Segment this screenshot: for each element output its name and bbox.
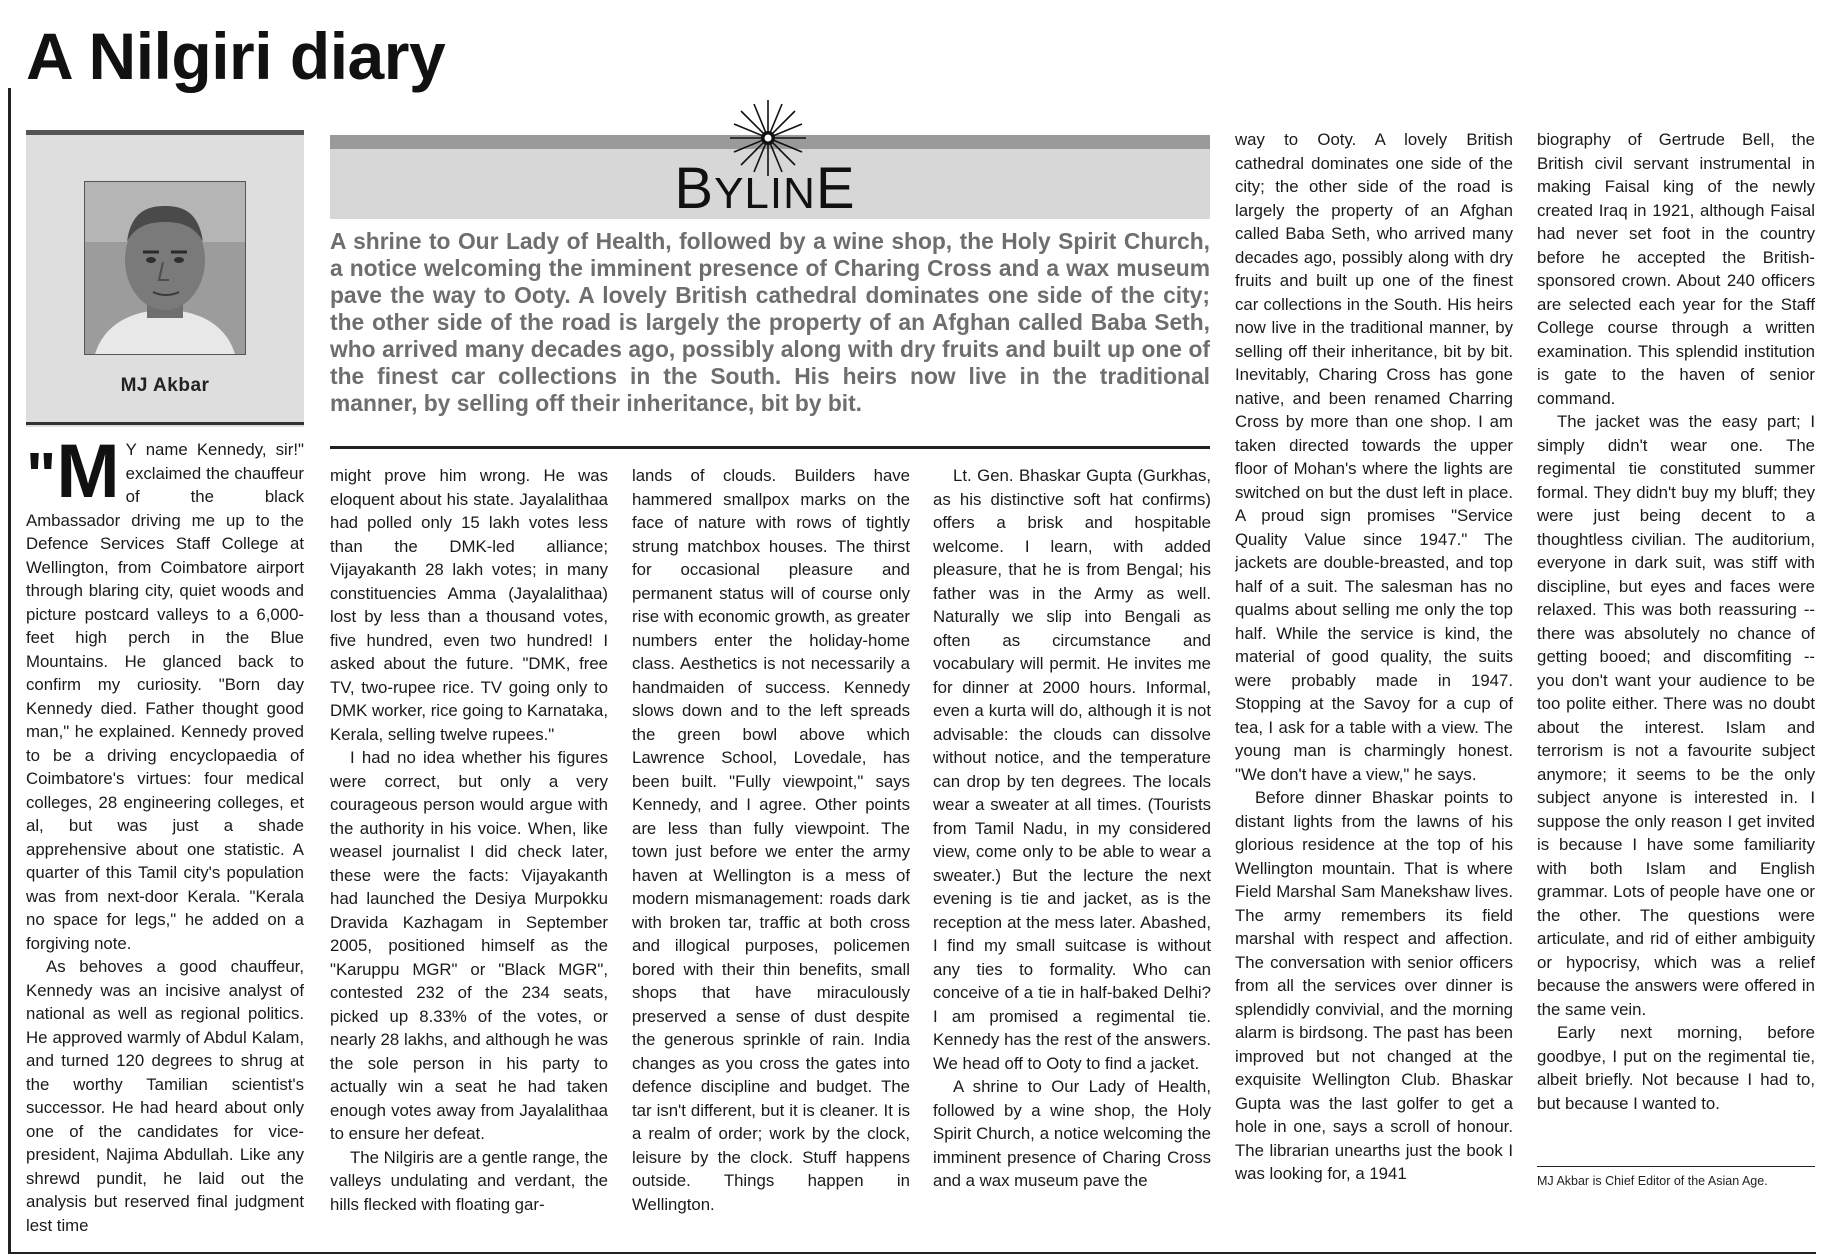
paragraph: way to Ooty. A lovely British cathedral dominates one side of the city; the other side of the road is largely the property of an Afghan called Baba Seth, who arrived many decades ago, possibly along with dry fruits and built up one of the finest car collections in the South. His heirs now live in the traditional manner, by selling off their inheritance, bit by bit. Inevitably, Charing Cross has gone native, and been renamed Charring Cross by more than one shop. I am taken directed towards the upper floor of Mohan's where the lights are switched on but the dust left in place. A proud sign promises "Service Quality Value since 1947." The jackets are double-breasted, and top half of a suit. The salesman has no qualms about selling me only the top half. While the service is kind, the material of good quality, the suits were probably made in 1947. Stopping at the Savoy for a cup of tea, I ask for a table with a view. The young man is charmingly honest. "We don't have a view," he says. [1235,130,1513,784]
author-box-rule [26,422,304,425]
article-column-5 [1235,128,1513,1254]
left-border-rule [8,88,11,1254]
bottom-border-rule [8,1252,1816,1254]
drop-cap [26,438,120,514]
article-column-2 [330,464,608,1254]
pull-quote: A shrine to Our Lady of Health, followed by a wine shop, the Holy Spirit Church, a notice welcoming the imminent presence of Charing Cross and a wax museum pave the way to Ooty. A lovely British cathedral dominates one side of the city; the other side of the road is largely the property of an Afghan called Baba Seth, who arrived many decades ago, possibly along with dry fruits and built up one of the finest car collections in the South. His heirs now live in the traditional manner, by selling off their inheritance, bit by bit. [330,228,1210,416]
byline-logo-last: E [815,156,856,221]
byline-logo [640,155,890,222]
author-name: MJ Akbar [120,375,210,396]
paragraph: might prove him wrong. He was eloquent about his state. Jayalalithaa had polled only 15 lakh votes less than the DMK-led alliance; Vijayakanth 28 lakh votes; in many constituencies Amma (Jayalalithaa) lost by less than a thousand votes, five hundred, even two hundred! I asked about the future. "DMK, free TV, two-rupee rice. TV going only to DMK worker, rice going to Karnataka, Kerala, selling twelve rupees." [330,466,608,744]
paragraph: lands of clouds. Builders have hammered smallpox marks on the face of nature with rows of tightly strung matchbox houses. The thirst for occasional pleasure and permanent status will of course only rise with economic growth, as greater numbers enter the holiday-home class. Aesthetics is not necessarily a handmaiden of success. Kennedy slows down and to the left spreads the green bowl above which Lawrence School, Lovedale, has been built. "Fully viewpoint," says Kennedy, and I agree. Other points are less than fully viewpoint. The town just before we enter the army haven at Wellington is a mess of modern mismanagement: roads dark with broken tar, traffic at both cross and illogical purposes, policemen bored with their thin benefits, small shops that have miraculously preserved a sense of dust despite the generous sprinkle of rain. India changes as you cross the gates into defence discipline and budget. The tar isn't different, but it is cleaner. It is a realm of order; work by the clock, leisure by the clock. Stuff happens outside. Things happen in Wellington. [632,466,910,1214]
article-headline: A Nilgiri diary [26,19,446,93]
paragraph: I had no idea whether his figures were correct, but only a very courageous person would argue with the authority in his voice. When, like weasel journalist I did check later, these were the facts: Vijayakanth had launched the Desiya Murpokku Dravida Kazhagam in September 2005, positioned himself as the "Karuppu MGR" or "Black MGR", contested 232 of the 234 seats, picked up 8.33% of the votes, or nearly 28 lakhs, and although he was the sole person in his party to actually win a seat he had taken enough votes away from Jayalalithaa to ensure her defeat. [330,748,608,1143]
paragraph: Before dinner Bhaskar points to distant lights from the lawns of his glorious residence at the top of his Wellington mountain. That is where Field Marshal Sam Manekshaw lives. The army remembers its field marshal with respect and affection. The conversation with senior officers from all the services over dinner is splendidly convivial, and the morning alarm is birdsong. The past has been improved but not changed at the exquisite Wellington Club. Bhaskar Gupta was the last golfer to get a hole in one, says a scroll of honour. The librarian unearths just the book I was looking for, a 1941 [1235,788,1513,1183]
article-column-1 [26,438,304,1250]
paragraph: Early next morning, before goodbye, I put on the regimental tie, albeit briefly. Not because I had to, but because I wanted to. [1537,1023,1815,1113]
drop-cap-letter: M [56,438,120,514]
author-box [26,130,304,427]
article-column-6 [1537,128,1815,1162]
paragraph: The Nilgiris are a gentle range, the valleys undulating and verdant, the hills flecked with floating gar- [330,1147,608,1214]
footnote-rule [1537,1166,1815,1167]
byline-logo-middle: YLIN [714,169,816,218]
drop-cap-quote: " [26,439,57,511]
paragraph: A shrine to Our Lady of Health, followed by a wine shop, the Holy Spirit Church, a notice welcoming the imminent presence of Charing Cross and a wax museum pave the [933,1077,1211,1190]
paragraph: As behoves a good chauffeur, Kennedy was an incisive analyst of national as well as regional politics. He approved warmly of Abdul Kalam, and turned 120 degrees to shrug at the worthy Tamilian scientist's successor. He had heard about only one of the candidates for vice-president, Najima Abdullah. Like any shrewd pundit, he laid out the analysis but reserved final judgment lest time [26,957,304,1235]
paragraph: The jacket was the easy part; I simply didn't wear one. The regimental tie constituted summer formal. They didn't buy my bluff; they were just being decent to a thoughtless civilian. The auditorium, everyone in dark suit, was stiff with discipline, but eyes and faces were relaxed. This was both reassuring -- there was absolutely no chance of getting booed; and discomfiting -- you don't want your audience to be too polite either. There was no doubt about the interest. Islam and terrorism is not a favourite subject anymore; it seems to be the only subject anyone is interested in. I suppose the only reason I get invited is because I have some familiarity with both Islam and English grammar. Lots of people have one or the other. The questions were articulate, and rid of either ambiguity or hypocrisy, which was a relief because the answers were offered in the same vein. [1537,412,1815,1019]
pull-quote-rule [330,446,1210,449]
author-footnote: MJ Akbar is Chief Editor of the Asian Age. [1537,1174,1768,1188]
article-column-3 [632,464,910,1254]
paragraph: Y name Kennedy, sir!" exclaimed the chauffeur of the black Ambassador driving me up to the Defence Services Staff College at Wellington, from Coimbatore airport through blaring city, quiet woods and picture postcard valleys to a 6,000-feet high perch in the Blue Mountains. He glanced back to confirm my curiosity. "Born day Kennedy died. Father thought good man," he explained. Kennedy proved to be a driving encyclopaedia of Coimbatore's virtues: four medical colleges, 28 engineering colleges, et al, but was just a shade apprehensive about one statistic. A quarter of this Tamil city's population was from next-door Kerala. "Kerala no space for legs," he added on a forgiving note. [26,440,304,953]
article-column-4 [933,464,1211,1254]
byline-logo-first: B [674,156,715,221]
paragraph: biography of Gertrude Bell, the British civil servant instrumental in making Faisal king of the newly created Iraq in 1921, although Faisal had never set foot in the country before he accepted the British-sponsored crown. About 240 officers are selected each year for the Staff College course through a written examination. This splendid institution is gate to the haven of senior command. [1537,130,1815,408]
paragraph: Lt. Gen. Bhaskar Gupta (Gurkhas, as his distinctive soft hat confirms) offers a brisk and hospitable welcome. I learn, with added pleasure, that he is from Bengal; his father was in the Army as well. Naturally we slip into Bengali as often as circumstance and vocabulary will permit. He invites me for dinner at 2000 hours. Informal, even a kurta will do, although it is not advisable: the clouds can dissolve without notice, and the temperature can drop by ten degrees. The locals wear a sweater at all times. (Tourists from Tamil Nadu, in my considered view, come only to be able to wear a sweater.) But the lecture the next evening is tie and jacket, as is the reception at the mess later. Abashed, I find my small suitcase is without any ties to formality. Who can conceive of a tie in half-baked Delhi? I am promised a regimental tie. Kennedy has the rest of the answers. We head off to Ooty to find a jacket. [933,466,1211,1073]
author-photo [84,181,246,355]
author-portrait-image [85,182,245,354]
